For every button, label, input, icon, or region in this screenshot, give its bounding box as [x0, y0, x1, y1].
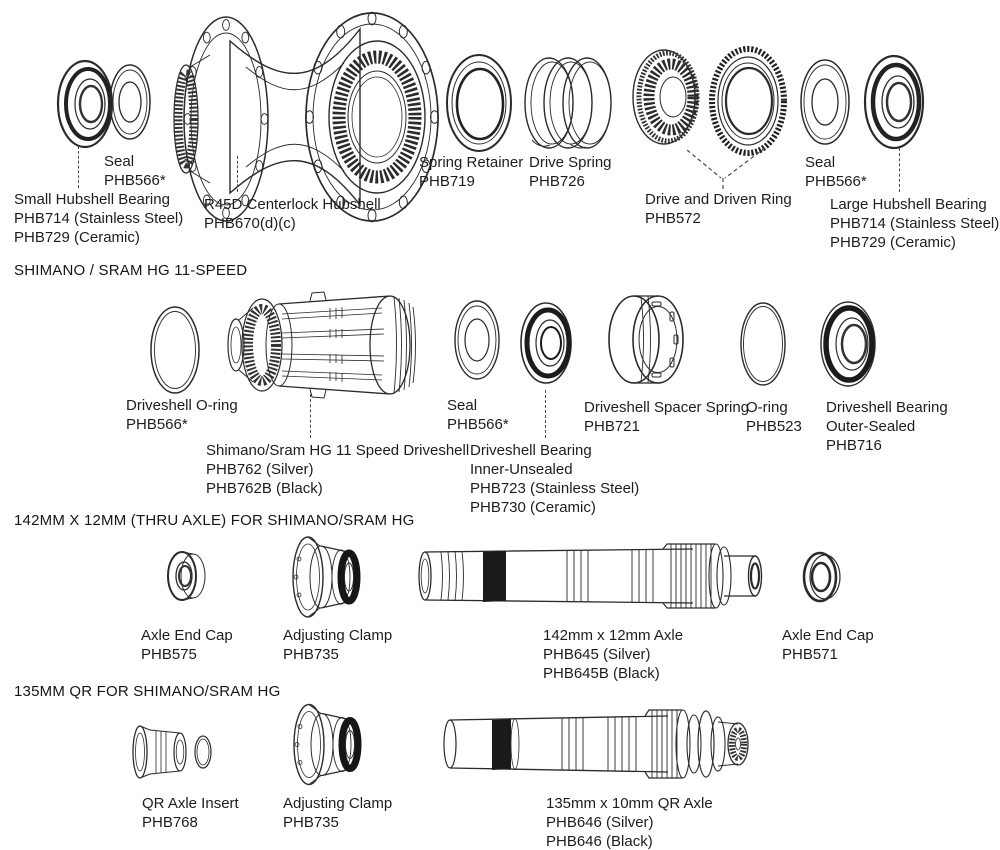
leader-bearing-inner [545, 390, 546, 438]
label-small-hubshell-bearing [14, 190, 183, 247]
oring-drawing [738, 300, 788, 388]
label-seal [447, 396, 509, 434]
label-line: PHB646 (Silver) [546, 814, 654, 831]
label-line: PHB735 [283, 814, 339, 831]
label-line: PHB670(d)(c) [204, 215, 296, 232]
seal-drawing [452, 298, 502, 383]
label-line: Driveshell O-ring [126, 397, 238, 414]
driveshell-bearing-outer-drawing [818, 298, 883, 390]
label-line: Spring Retainer [419, 154, 524, 171]
label-line: PHB714 (Stainless Steel) [14, 210, 184, 227]
label-line: PHB726 [529, 173, 585, 190]
label-line: Axle End Cap [141, 627, 233, 644]
label-line: PHB723 (Stainless Steel) [470, 480, 640, 497]
drive-and-driven-ring-drawing [630, 45, 795, 157]
leader-large-bearing [899, 148, 900, 192]
label-line: PHB719 [419, 173, 475, 190]
driveshell-drawing [222, 288, 422, 403]
axle-end-cap-right-drawing [798, 548, 846, 606]
seal-right-drawing [798, 58, 853, 146]
section-header-142mm: 142MM X 12MM (THRU AXLE) FOR SHIMANO/SRAM HG [14, 512, 415, 529]
label-line: Adjusting Clamp [283, 627, 393, 644]
label-line: PHB566* [805, 173, 867, 190]
adjusting-clamp-qr-drawing [283, 700, 373, 790]
label-line: Driveshell Bearing [826, 399, 948, 416]
label-line: Drive and Driven Ring [645, 191, 792, 208]
label-line: Outer-Sealed [826, 418, 916, 435]
large-hubshell-bearing-drawing [862, 52, 930, 152]
label-axle-end-cap-left [141, 626, 233, 664]
label-hubshell [204, 195, 381, 233]
label-axle-end-cap-right [782, 626, 874, 664]
section-header-hg-11-speed: SHIMANO / SRAM HG 11-SPEED [14, 262, 248, 279]
label-adjusting-clamp-142 [283, 626, 392, 664]
label-axle-142 [543, 626, 683, 683]
label-line: PHB729 (Ceramic) [830, 234, 956, 251]
label-line: PHB645 (Silver) [543, 646, 651, 663]
label-line: PHB566* [126, 416, 188, 433]
drive-spring-drawing [522, 52, 617, 154]
label-line: 135mm x 10mm QR Axle [546, 795, 713, 812]
label-line: PHB646 (Black) [546, 833, 653, 850]
label-line: Large Hubshell Bearing [830, 196, 987, 213]
label-line: PHB768 [142, 814, 198, 831]
qr-axle-drawing [440, 698, 775, 790]
label-line: Seal [104, 153, 135, 170]
label-line: Driveshell Spacer Spring [584, 399, 750, 416]
label-line: Small Hubshell Bearing [14, 191, 170, 208]
label-driveshell-bearing-outer [826, 398, 948, 455]
label-spacer-spring [584, 398, 749, 436]
label-line: PHB566* [104, 172, 166, 189]
label-line: Seal [805, 154, 836, 171]
label-spring-retainer [419, 153, 523, 191]
label-oring [746, 398, 802, 436]
label-line: Shimano/Sram HG 11 Speed Driveshell [206, 442, 470, 459]
label-line: Inner-Unsealed [470, 461, 573, 478]
label-line: QR Axle Insert [142, 795, 239, 812]
label-driveshell [206, 441, 469, 498]
label-line: PHB762B (Black) [206, 480, 323, 497]
label-line: PHB714 (Stainless Steel) [830, 215, 1000, 232]
driveshell-bearing-inner-drawing [518, 298, 578, 388]
label-line: PHB566* [447, 416, 509, 433]
label-line: PHB645B (Black) [543, 665, 660, 682]
label-seal-right [805, 153, 867, 191]
label-drive-spring [529, 153, 612, 191]
label-adjusting-clamp-qr [283, 794, 392, 832]
label-line: Adjusting Clamp [283, 795, 393, 812]
leader-hubshell [237, 156, 238, 192]
label-line: PHB571 [782, 646, 838, 663]
label-qr-axle-insert [142, 794, 239, 832]
label-line: Drive Spring [529, 154, 612, 171]
seal-left-drawing [108, 62, 153, 142]
label-line: PHB721 [584, 418, 640, 435]
label-line: PHB762 (Silver) [206, 461, 314, 478]
axle-end-cap-left-drawing [162, 545, 217, 607]
label-line: Driveshell Bearing [470, 442, 592, 459]
label-line: O-ring [746, 399, 788, 416]
label-line: PHB572 [645, 210, 701, 227]
label-line: PHB716 [826, 437, 882, 454]
label-line: PHB735 [283, 646, 339, 663]
leader-drive-rings [665, 148, 785, 190]
label-line: PHB730 (Ceramic) [470, 499, 596, 516]
label-line: PHB729 (Ceramic) [14, 229, 140, 246]
leader-small-bearing [78, 146, 79, 188]
label-line: PHB523 [746, 418, 802, 435]
label-drive-driven-ring [645, 190, 792, 228]
label-qr-axle [546, 794, 713, 850]
label-line: Axle End Cap [782, 627, 874, 644]
label-line: R45D Centerlock Hubshell [204, 196, 381, 213]
driveshell-spacer-spring-drawing [608, 292, 693, 387]
driveshell-oring-drawing [148, 305, 203, 395]
adjusting-clamp-drawing [282, 535, 372, 620]
leader-driveshell [310, 394, 311, 438]
axle-142mm-drawing [415, 540, 775, 612]
label-large-hubshell-bearing [830, 195, 999, 252]
label-line: 142mm x 12mm Axle [543, 627, 684, 644]
label-driveshell-oring [126, 396, 238, 434]
spring-retainer-drawing [443, 52, 515, 154]
label-seal-left [104, 152, 166, 190]
label-line: Seal [447, 397, 478, 414]
label-line: PHB575 [141, 646, 197, 663]
qr-axle-insert-drawing [128, 712, 228, 792]
label-driveshell-bearing-inner [470, 441, 639, 517]
section-header-135mm: 135MM QR FOR SHIMANO/SRAM HG [14, 683, 281, 700]
